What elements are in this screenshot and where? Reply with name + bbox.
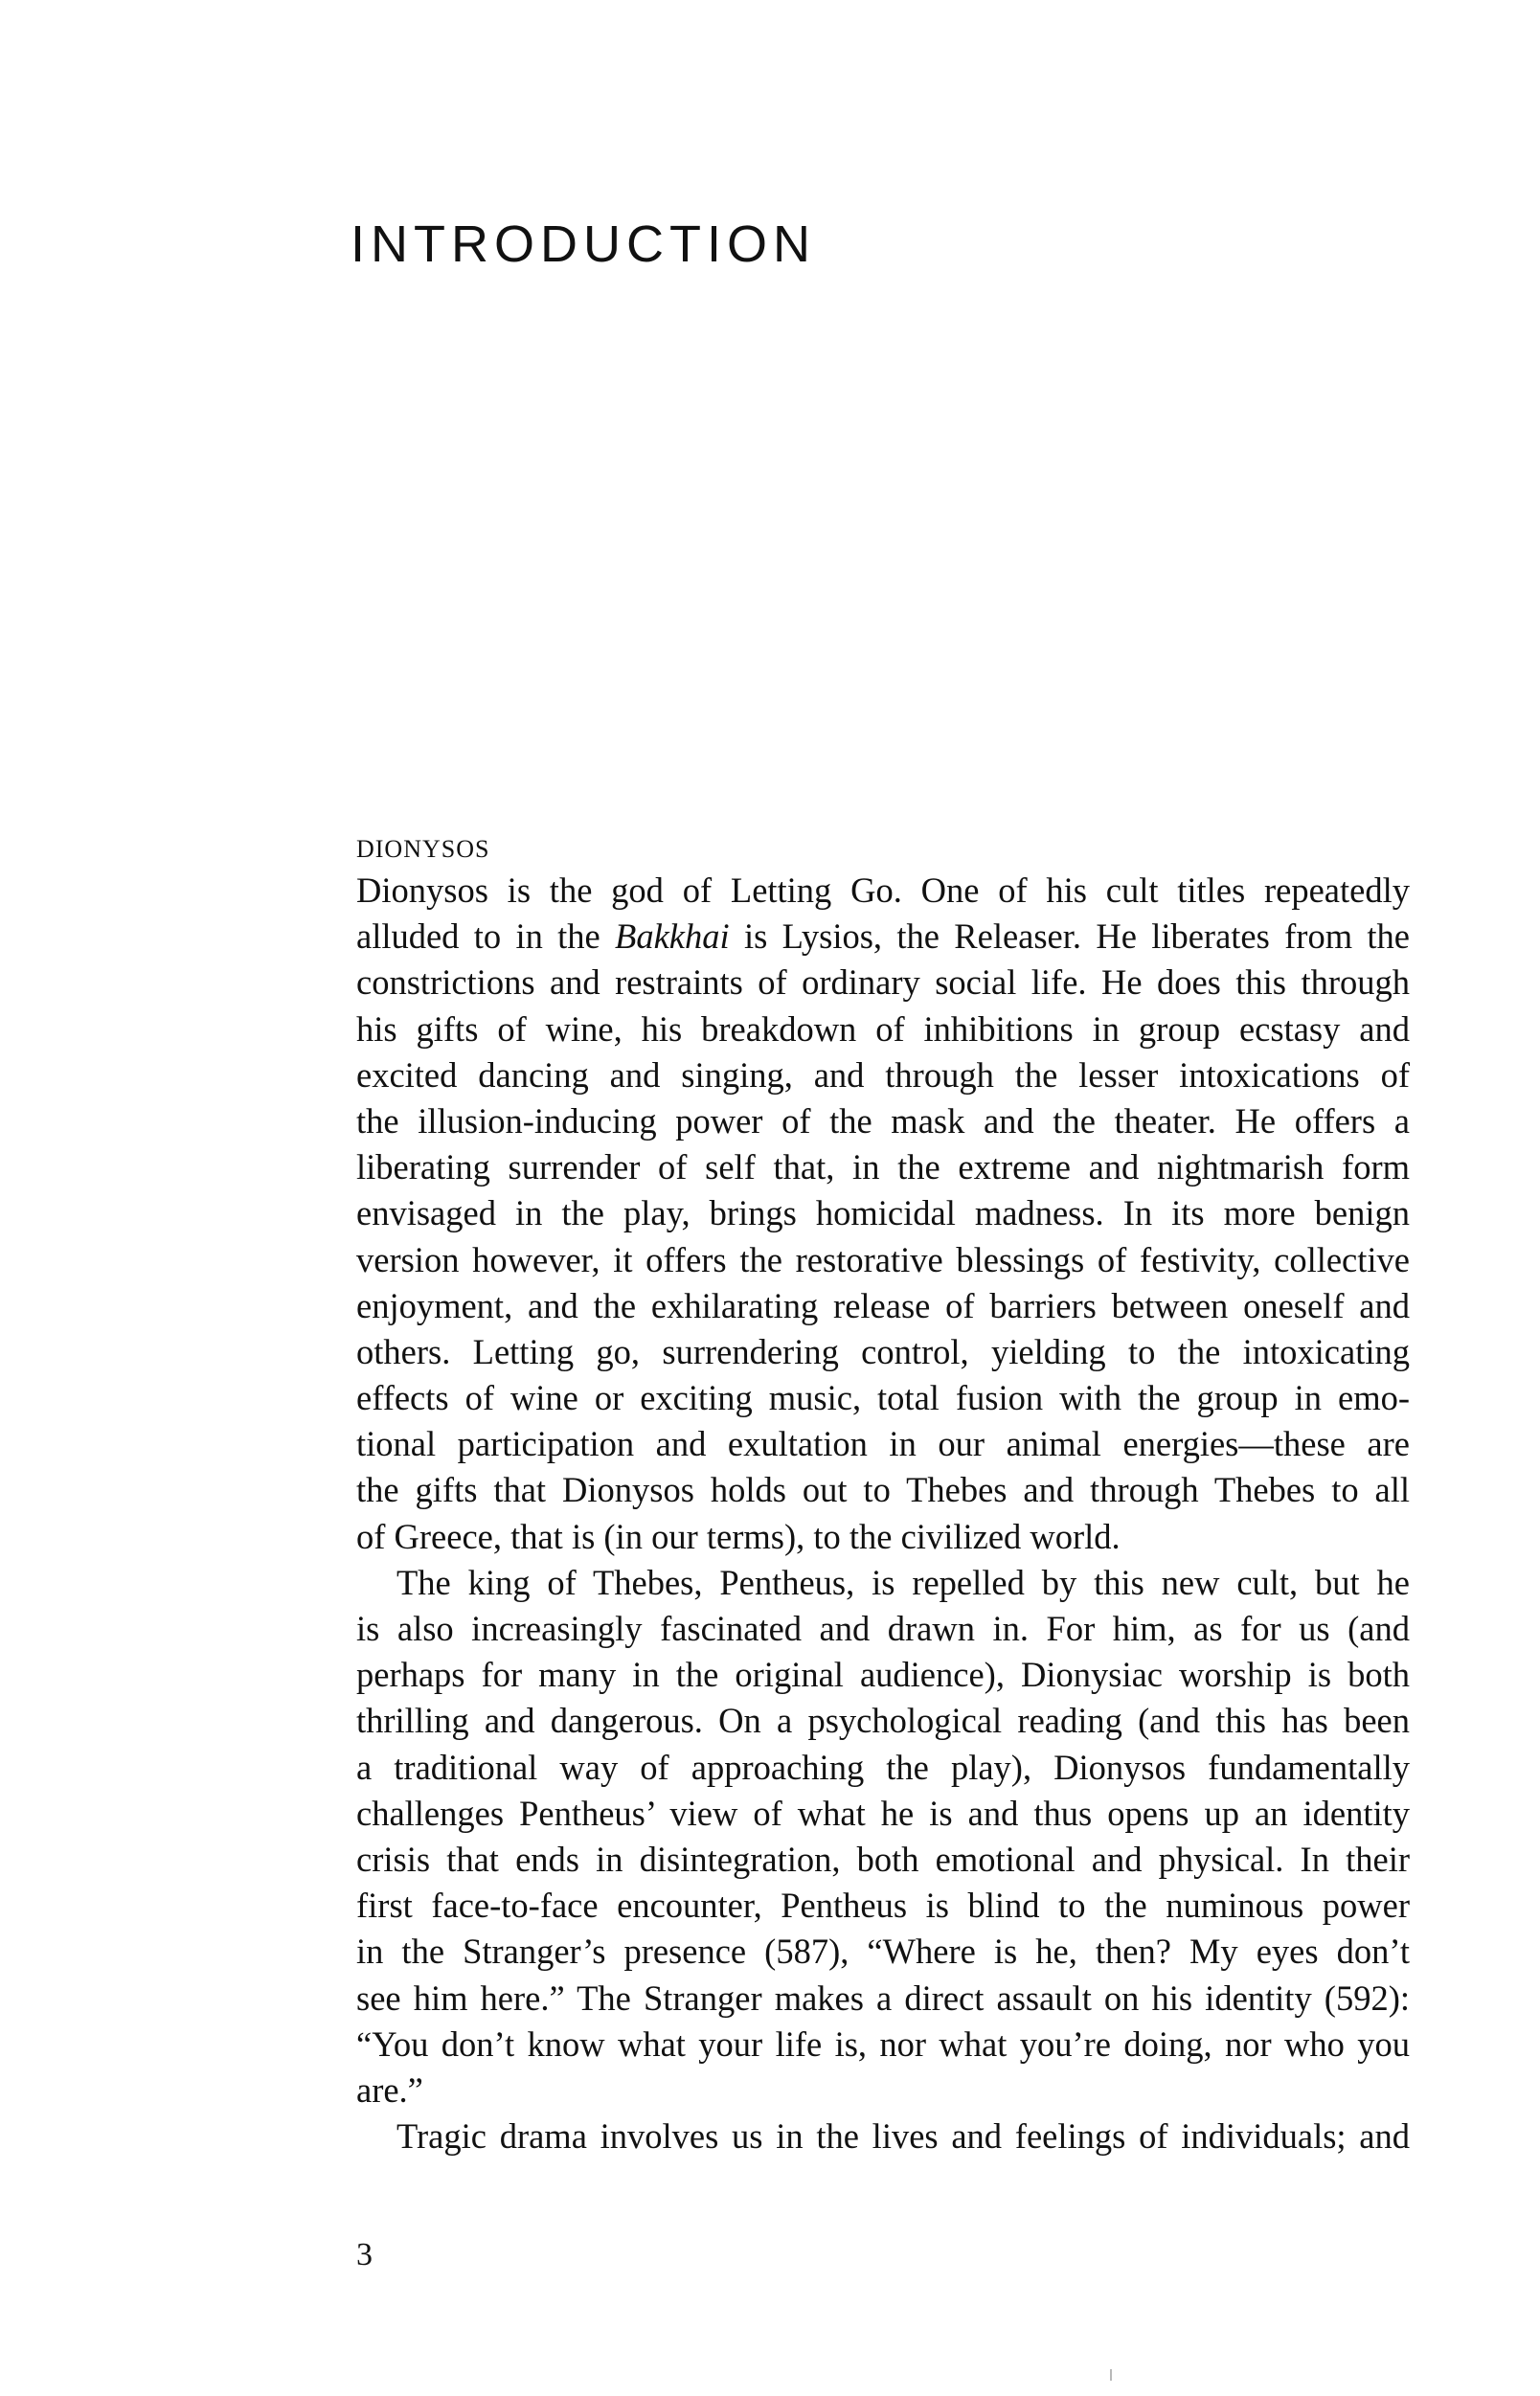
- text-line: Tragic drama involves us in the lives and feelings of individuals; and: [396, 2116, 1410, 2157]
- text-line: effects of wine or exciting music, total fusion with the group in emo-: [356, 1378, 1410, 1418]
- text-line: the illusion-inducing power of the mask and the theater. He offers a: [356, 1100, 1410, 1141]
- section-heading: DIONYSOS: [356, 835, 490, 863]
- text-line: is also increasingly fascinated and drawn in. For him, as for us (and: [356, 1609, 1410, 1648]
- body-text: [356, 868, 1410, 2159]
- text-line-part: alluded to in the: [356, 916, 616, 957]
- text-line: excited dancing and singing, and through the lesser intoxications of: [356, 1054, 1410, 1095]
- text-line: The king of Thebes, Pentheus, is repelled by this new cult, but he: [396, 1562, 1410, 1602]
- scan-artifact: [1110, 2369, 1112, 2381]
- text-line: thrilling and dangerous. On a psychological reading (and this has been: [356, 1701, 1410, 1741]
- text-line: “You don’t know what your life is, nor what you’re doing, nor who you: [356, 2023, 1410, 2064]
- text-line: are.”: [356, 2069, 423, 2110]
- text-line: others. Letting go, surrendering control, yielding to the intoxicating: [356, 1331, 1410, 1371]
- page-number: 3: [356, 2237, 373, 2272]
- play-title: Bakkhai: [615, 916, 730, 957]
- text-line: first face-to-face encounter, Pentheus is blind to the numinous power: [356, 1886, 1410, 1926]
- text-line: envisaged in the play, brings homicidal madness. In its more benign: [356, 1193, 1410, 1233]
- text-line-part: is Lysios, the Releaser. He liberates from the: [729, 916, 1410, 957]
- chapter-title: INTRODUCTION: [351, 215, 816, 273]
- text-line: challenges Pentheus’ view of what he is and thus opens up an identity: [356, 1793, 1410, 1833]
- text-line: version however, it offers the restorative blessings of festivity, collective: [356, 1239, 1410, 1279]
- text-line: Dionysos is the god of Letting Go. One of his cult titles repeatedly: [356, 870, 1410, 910]
- text-line: enjoyment, and the exhilarating release of barriers between oneself and: [356, 1285, 1410, 1325]
- text-line: the gifts that Dionysos holds out to Thebes and through Thebes to all: [356, 1470, 1410, 1510]
- text-line: a traditional way of approaching the play), Dionysos fundamentally: [356, 1747, 1410, 1787]
- text-line: his gifts of wine, his breakdown of inhibitions in group ecstasy and: [356, 1008, 1410, 1049]
- text-line: tional participation and exultation in our animal energies—these are: [356, 1424, 1410, 1464]
- text-line: [356, 914, 1410, 960]
- text-line: crisis that ends in disintegration, both emotional and physical. In their: [356, 1839, 1410, 1879]
- text-line: see him here.” The Stranger makes a direct assault on his identity (592):: [356, 1978, 1410, 2018]
- text-line: liberating surrender of self that, in the extreme and nightmarish form: [356, 1147, 1410, 1187]
- text-line: constrictions and restraints of ordinary social life. He does this through: [356, 962, 1410, 1003]
- text-line: of Greece, that is (in our terms), to the civilized world.: [356, 1516, 1121, 1556]
- text-line: perhaps for many in the original audience), Dionysiac worship is both: [356, 1655, 1410, 1695]
- text-line: in the Stranger’s presence (587), “Where is he, then? My eyes don’t: [356, 1932, 1410, 1972]
